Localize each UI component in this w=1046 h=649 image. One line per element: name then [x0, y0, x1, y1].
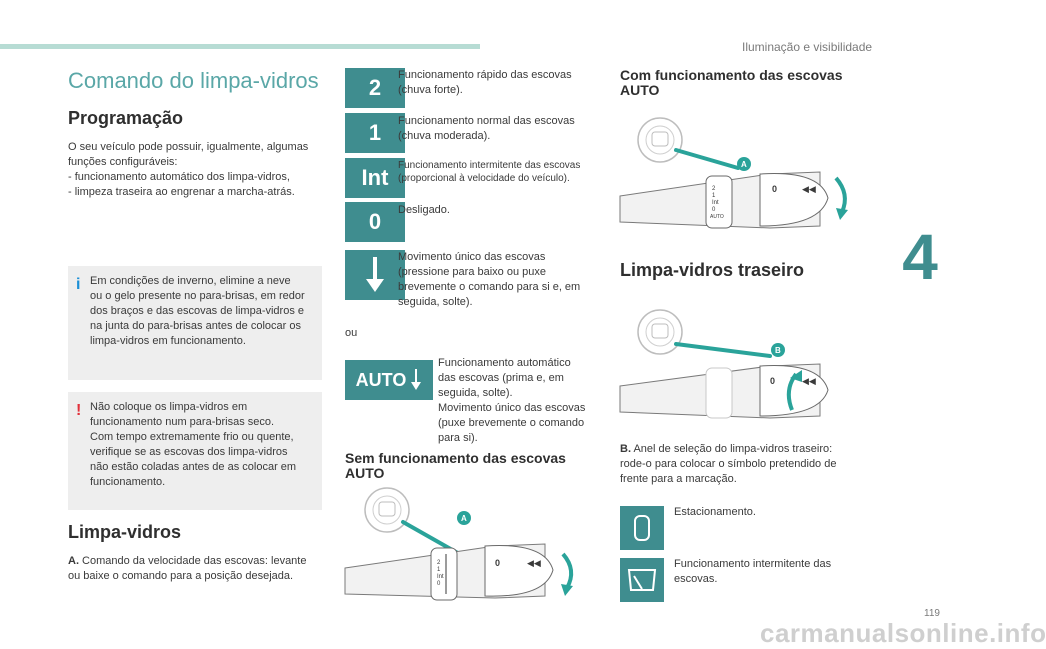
scale-label: 1 — [437, 567, 441, 573]
programacao-text: O seu veículo pode possuir, igualmente, algumas funções configuráveis: - funcionamento automático dos limpa-vidros, - limpeza traseira ao engrenar a marcha-atrás. — [68, 141, 309, 198]
speed-0-text: Desligado. — [398, 204, 450, 216]
parking-badge — [620, 506, 664, 550]
watermark: carmanualsonline.info — [760, 618, 1046, 648]
auto-text: Funcionamento automático das escovas (prima e, em seguida, solte). Movimento único das escovas (puxe brevemente o comando para si). — [438, 357, 586, 444]
rear-wiper-icon — [626, 566, 658, 594]
single-wipe-text: Movimento único das escovas (pressione para baixo ou puxe brevemente o comando para si e, em seguida, solte). — [398, 251, 581, 308]
scale-label: 0 — [437, 581, 441, 587]
section-title: Iluminação e visibilidade — [742, 40, 873, 54]
scale-label: 2 — [437, 560, 441, 566]
svg-text:◀◀: ◀◀ — [802, 184, 816, 194]
speed-int-text: Funcionamento intermitente das escovas (proporcional à velocidade do veículo). — [398, 160, 581, 184]
speed-2-badge: 2 — [345, 68, 405, 108]
rear-ring-description: B. Anel de seleção do limpa-vidros traseiro: rode-o para colocar o símbolo pretendido de frente para a marcação. — [620, 443, 837, 485]
page-title: Comando do limpa-vidros — [68, 68, 319, 93]
warning-icon: ! — [76, 402, 82, 419]
scale-label: Int — [437, 574, 444, 580]
info-icon: i — [76, 276, 81, 293]
scale-label: Int — [712, 200, 719, 206]
header-bar — [0, 44, 480, 49]
scale-label: AUTO — [710, 214, 724, 220]
limpa-vidros-heading: Limpa-vidros — [68, 522, 182, 542]
label-a: A — [461, 514, 467, 523]
arrow-down-icon — [363, 255, 387, 295]
parking-text: Estacionamento. — [674, 506, 756, 518]
scale-label: 0 — [712, 207, 716, 213]
limpa-vidros-text: A. Comando da velocidade das escovas: levante ou baixe o comando para a posição desejada. — [68, 555, 307, 582]
auto-badge: AUTO — [345, 360, 433, 400]
speed-1-badge: 1 — [345, 113, 405, 153]
intermittent-text: Funcionamento intermitente das escovas. — [674, 558, 832, 585]
com-auto-heading: Com funcionamento das escovas AUTO — [620, 67, 843, 98]
ring-label: 0 — [772, 184, 778, 194]
or-text: ou — [345, 327, 358, 339]
programacao-heading: Programação — [68, 108, 184, 128]
svg-text:◀◀: ◀◀ — [527, 558, 541, 568]
scale-label: 2 — [712, 186, 716, 192]
rear-off-icon — [632, 513, 652, 543]
ring-label: 0 — [495, 558, 501, 568]
rear-wiper-illustration — [620, 300, 860, 430]
intermittent-badge — [620, 558, 664, 602]
label-b: B — [775, 346, 781, 355]
speed-int-badge: Int — [345, 158, 405, 198]
chapter-number: 4 — [902, 221, 938, 293]
speed-2-text: Funcionamento rápido das escovas (chuva forte). — [398, 69, 572, 96]
single-wipe-badge — [345, 250, 405, 300]
wiper-lever-illustration-sem-auto — [345, 484, 585, 608]
scale-label: 1 — [712, 193, 716, 199]
arrow-down-small-icon — [410, 368, 422, 392]
warning-note: ! Não coloque os limpa-vidros em funcionamento num para-brisas seco. Com tempo extremamente frio ou quente, verifique se as escovas dos limpa-vidros não estão coladas antes de as colocar em funcionamento. — [68, 392, 322, 510]
sem-auto-heading: Sem funcionamento das escovas AUTO — [345, 450, 566, 481]
ring-label: 0 — [770, 376, 776, 386]
speed-0-badge: 0 — [345, 202, 405, 242]
svg-text:◀◀: ◀◀ — [802, 376, 816, 386]
label-a: A — [741, 160, 747, 169]
page-number: 119 — [924, 608, 940, 619]
traseiro-heading: Limpa-vidros traseiro — [620, 260, 805, 280]
info-note: i Em condições de inverno, elimine a neve ou o gelo presente no para-brisas, em redor dos braços e das escovas de limpa-vidros e na junta do para-brisas antes de colocar os limpa-vidros em funcionamento. — [68, 266, 322, 380]
wiper-lever-illustration-com-auto — [620, 108, 860, 238]
speed-1-text: Funcionamento normal das escovas (chuva moderada). — [398, 115, 575, 142]
